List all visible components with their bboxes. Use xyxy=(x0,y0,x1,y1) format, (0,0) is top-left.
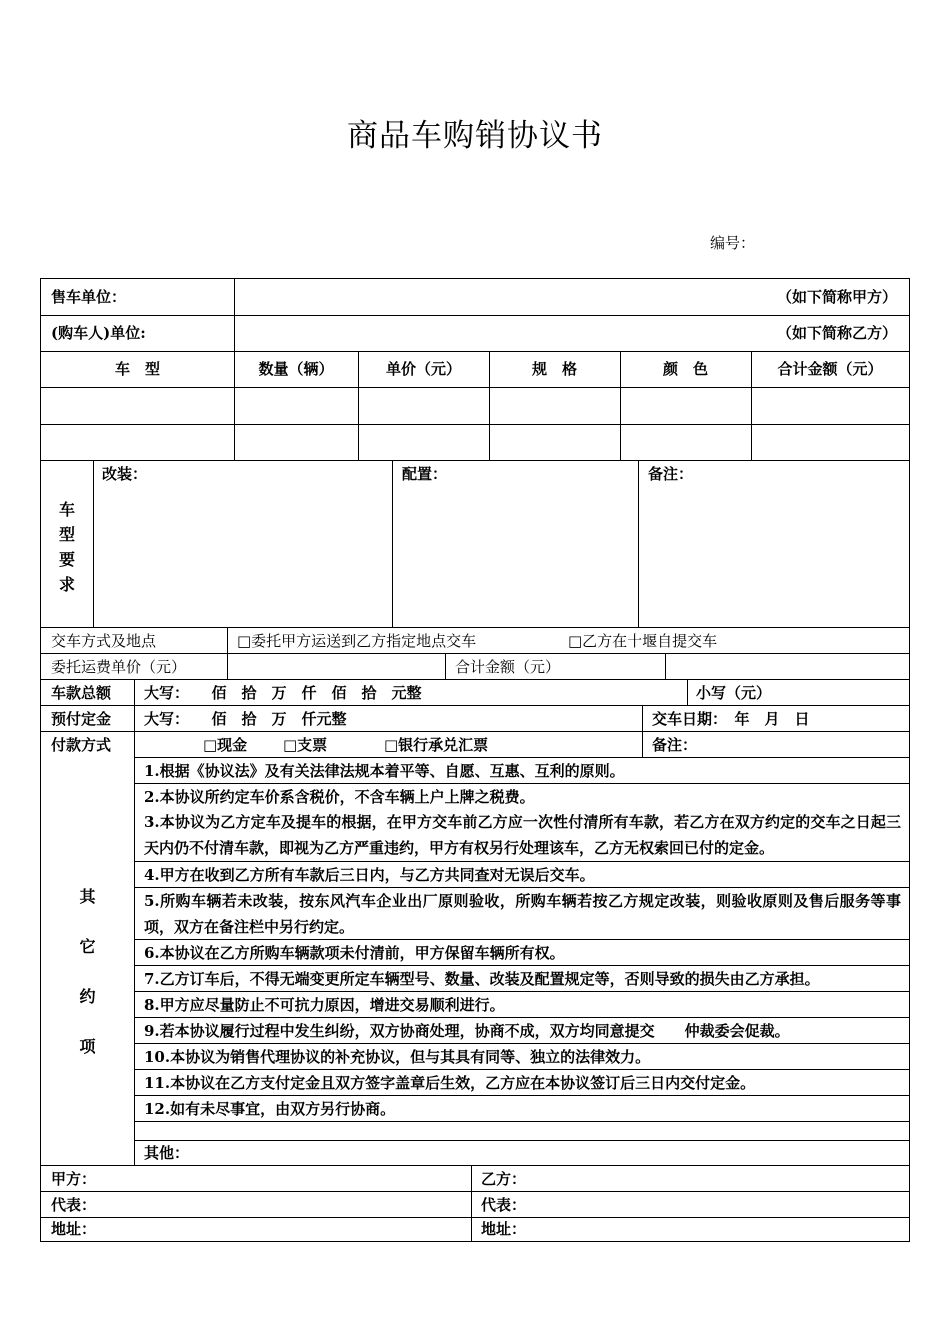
deposit-label: 预付定金 xyxy=(51,710,112,728)
term-item: 1.根据《协议法》及有关法律法规本着平等、自愿、互惠、互利的原则。 xyxy=(144,762,625,780)
term-item: 2.本协议所约定车价系含税价，不含车辆上户上牌之税费。 xyxy=(144,788,535,806)
other-terms-label: 其 它 约 项 xyxy=(79,887,96,1056)
term-item: 10.本协议为销售代理协议的补充协议，但与其具有同等、独立的法律效力。 xyxy=(144,1048,651,1066)
vehicle-row-2-model-cell[interactable] xyxy=(41,428,234,454)
delivery-option-self-pickup-checkbox[interactable]: □乙方在十堰自提交车 xyxy=(568,632,718,650)
delivery-date-field[interactable]: 交车日期： 年 月 日 xyxy=(652,710,810,728)
total-price-upper-field[interactable]: 大写： 佰 拾 万 仟 佰 拾 元整 xyxy=(144,684,422,702)
vehicle-requirements-label: 车 型 要 求 xyxy=(58,500,75,594)
vehicle-row-1-model-cell[interactable] xyxy=(41,392,234,418)
term-item: 11.本协议在乙方支付定金且双方签字盖章后生效，乙方应在本协议签订后三日内交付定金。 xyxy=(144,1074,756,1092)
term-item: 9.若本协议履行过程中发生纠纷，双方协商处理，协商不成，双方均同意提交 仲裁委会促裁。 xyxy=(144,1022,790,1040)
column-header-model: 车 型 xyxy=(114,360,160,378)
freight-total-label: 合计金额（元） xyxy=(455,658,561,676)
term-item: 6.本协议在乙方所购车辆款项未付清前，甲方保留车辆所有权。 xyxy=(144,944,565,962)
other-terms-field[interactable]: 其他： xyxy=(144,1144,190,1162)
party-b-address-field[interactable]: 地址： xyxy=(481,1220,527,1238)
configuration-label: 配置： xyxy=(402,465,448,483)
document-title: 商品车购销协议书 xyxy=(347,118,603,154)
serial-number-label: 编号： xyxy=(710,234,756,252)
column-header-quantity: 数量（辆） xyxy=(258,360,334,378)
modification-label: 改装： xyxy=(102,465,148,483)
agreement-form xyxy=(40,278,910,1242)
party-b-signature-field[interactable]: 乙方： xyxy=(481,1170,527,1188)
party-b-representative-field[interactable]: 代表： xyxy=(481,1196,527,1214)
column-header-total: 合计金额（元） xyxy=(777,360,883,378)
seller-note: （如下简称甲方） xyxy=(776,288,897,306)
payment-method-label: 付款方式 xyxy=(51,736,112,754)
freight-unit-price-label: 委托运费单价（元） xyxy=(51,658,187,676)
payment-remark-label: 备注： xyxy=(652,736,698,754)
delivery-option-shipped-checkbox[interactable]: □委托甲方运送到乙方指定地点交车 xyxy=(237,632,477,650)
total-price-lower-field[interactable]: 小写（元） xyxy=(696,684,772,702)
column-header-unit-price: 单价（元） xyxy=(385,360,461,378)
party-a-signature-field[interactable]: 甲方： xyxy=(51,1170,97,1188)
party-a-representative-field[interactable]: 代表： xyxy=(51,1196,97,1214)
payment-cash-checkbox[interactable]: □现金 xyxy=(203,736,248,754)
term-item: 8.甲方应尽量防止不可抗力原因，增进交易顺利进行。 xyxy=(144,996,505,1014)
payment-bank-draft-checkbox[interactable]: □银行承兑汇票 xyxy=(384,736,489,754)
term-item: 7.乙方订车后，不得无端变更所定车辆型号、数量、改装及配置规定等，否则导致的损失由乙方承担。 xyxy=(144,970,820,988)
seller-label: 售车单位： xyxy=(51,288,127,306)
term-item: 3.本协议为乙方定车及提车的根据，在甲方交车前乙方应一次性付清所有车款，若乙方在双方约定的交车之日起三天内仍不付清车款，即视为乙方严重违约，甲方有权另行处理该车，乙方无权索回已付的定金。 xyxy=(144,813,901,857)
requirements-remark-label: 备注： xyxy=(648,465,694,483)
payment-cheque-checkbox[interactable]: □支票 xyxy=(283,736,328,754)
term-item: 12.如有未尽事宜，由双方另行协商。 xyxy=(144,1100,396,1118)
buyer-label: (购车人)单位: xyxy=(51,324,146,342)
column-header-color: 颜 色 xyxy=(662,360,708,378)
column-header-spec: 规 格 xyxy=(531,360,577,378)
term-item: 5.所购车辆若未改装，按东风汽车企业出厂原则验收，所购车辆若按乙方规定改装，则验收原则及售后服务等事项，双方在备注栏中另行约定。 xyxy=(144,892,901,936)
term-item: 4.甲方在收到乙方所有车款后三日内，与乙方共同查对无误后交车。 xyxy=(144,866,595,884)
buyer-note: （如下简称乙方） xyxy=(776,324,897,342)
party-a-address-field[interactable]: 地址： xyxy=(51,1220,97,1238)
total-price-label: 车款总额 xyxy=(51,684,112,702)
deposit-upper-field[interactable]: 大写： 佰 拾 万 仟元整 xyxy=(144,710,347,728)
delivery-method-label: 交车方式及地点 xyxy=(51,632,157,650)
